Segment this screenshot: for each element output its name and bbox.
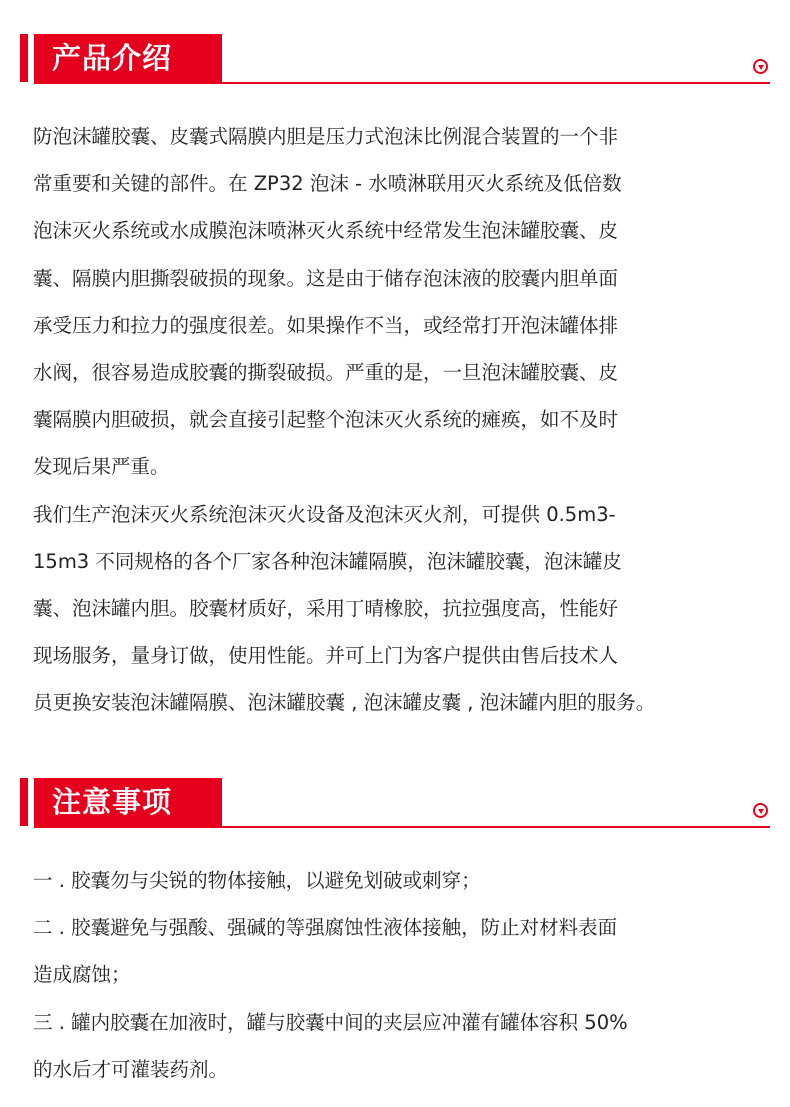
chevron-down-circle-icon[interactable] [753,803,768,818]
text-line: 员更换安装泡沫罐隔膜、泡沫罐胶囊 , 泡沫罐皮囊 , 泡沫罐内胆的服务。 [33,691,656,715]
section-header-product-intro [20,34,770,86]
text-line: 囊、隔膜内胆撕裂破损的现象。这是由于储存泡沫液的胶囊内胆单面 [33,266,619,290]
header-rule [34,82,770,84]
text-line: 一 . 胶囊勿与尖锐的物体接触，以避免划破或刺穿； [33,869,481,892]
text-line: 泡沫灭火系统或水成膜泡沫喷淋灭火系统中经常发生泡沫罐胶囊、皮 [33,219,619,243]
text-line: 三 . 罐内胶囊在加液时，罐与胶囊中间的夹层应冲灌有罐体容积 50% [33,1010,628,1034]
text-line: 防泡沫罐胶囊、皮囊式隔膜内胆是压力式泡沫比例混合装置的一个非 [33,125,619,148]
product-intro-text [33,113,778,726]
text-line: 水阀，很容易造成胶囊的撕裂破损。严重的是，一旦泡沫罐胶囊、皮 [33,360,619,384]
section-title: 注意事项 [34,778,222,826]
text-line: 造成腐蚀； [33,963,131,987]
text-line: 的水后才可灌装药剂。 [33,1057,229,1081]
text-line: 15m3 不同规格的各个厂家各种泡沫罐隔膜，泡沫罐胶囊，泡沫罐皮 [33,549,622,573]
chevron-down-circle-icon[interactable] [753,59,768,74]
text-line: 我们生产泡沫灭火系统泡沫灭火设备及泡沫灭火剂，可提供 0.5m3- [33,502,616,526]
text-line: 发现后果严重。 [33,455,170,479]
header-accent-bar [20,778,28,826]
section-title: 产品介绍 [34,34,222,82]
text-line: 囊、泡沫罐内胆。胶囊材质好，采用丁晴橡胶，抗拉强度高，性能好 [33,596,619,620]
text-line: 二 . 胶囊避免与强酸、强碱的等强腐蚀性液体接触，防止对材料表面 [33,916,618,940]
text-line: 囊隔膜内胆破损，就会直接引起整个泡沫灭火系统的瘫痪，如不及时 [33,408,619,432]
header-accent-bar [20,34,28,82]
text-line: 现场服务，量身订做，使用性能。并可上门为客户提供由售后技术人 [33,644,619,668]
text-line: 常重要和关键的部件。在 ZP32 泡沫 - 水喷淋联用灭火系统及低倍数 [33,172,622,196]
header-rule [34,826,770,828]
precautions-text [33,857,778,1093]
text-line: 承受压力和拉力的强度很差。如果操作不当，或经常打开泡沫罐体排 [33,313,619,337]
section-header-precautions [20,778,770,830]
